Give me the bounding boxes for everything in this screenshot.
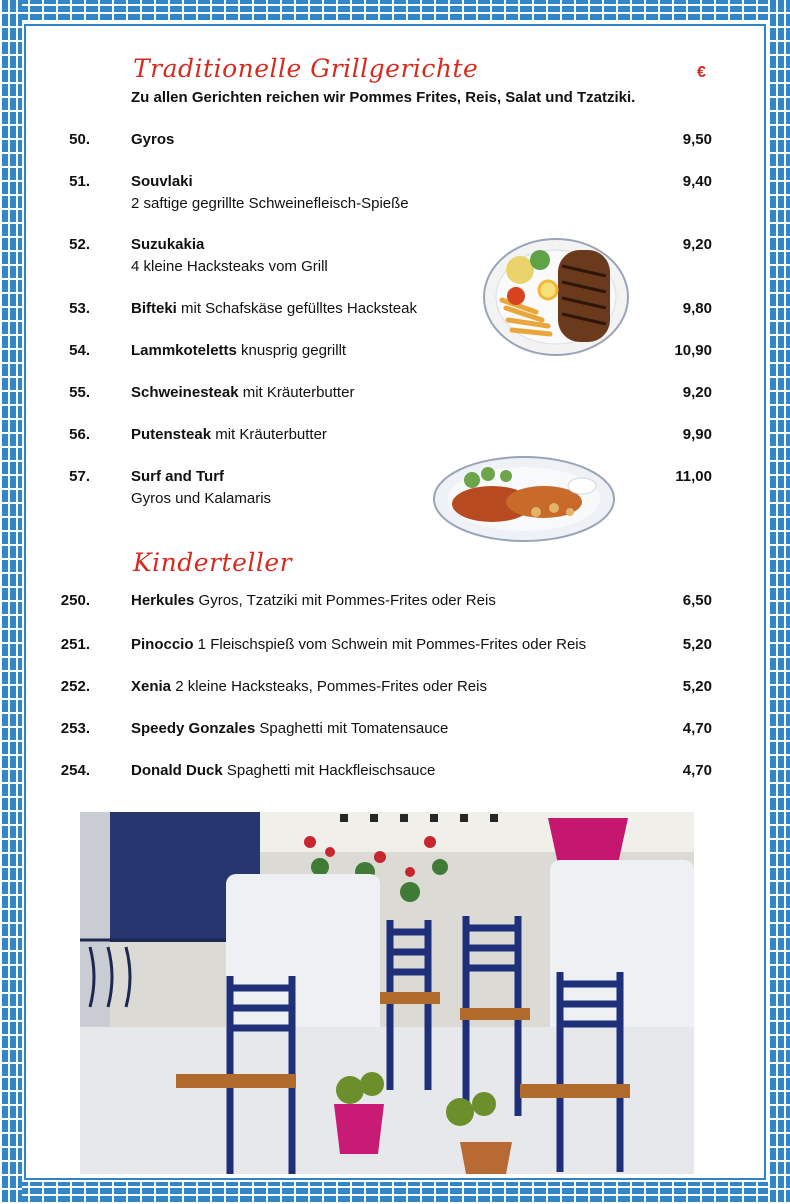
grill-subtitle: Zu allen Gerichten reichen wir Pommes Frites, Reis, Salat und Tzatziki.: [131, 89, 636, 106]
surf-and-turf-plate-image: [432, 452, 618, 544]
greek-key-border-bottom: [0, 1182, 790, 1204]
item-number: 254.: [60, 762, 90, 779]
item-number: 57.: [69, 468, 90, 485]
item-name: Putensteak: [131, 426, 212, 443]
item-name-line: [131, 173, 193, 190]
item-number: 51.: [69, 173, 90, 190]
item-price: 9,80: [682, 300, 712, 317]
item-detail: Gyros, Tzatziki mit Pommes-Frites oder Reis: [194, 592, 496, 609]
item-price: 9,40: [682, 173, 712, 190]
item-number: 52.: [69, 236, 90, 253]
item-name-line: [131, 678, 487, 695]
item-name-line: [131, 342, 346, 359]
item-name-line: [131, 384, 354, 401]
item-name: Pinoccio: [131, 636, 194, 653]
item-price: 9,20: [682, 384, 712, 401]
item-description: 4 kleine Hacksteaks vom Grill: [131, 258, 328, 275]
item-price: 5,20: [682, 636, 712, 653]
item-name: Lammkoteletts: [131, 342, 237, 359]
item-price: 10,90: [674, 342, 712, 359]
item-price: 9,50: [682, 131, 712, 148]
item-name-line: [131, 720, 448, 737]
currency-label: €: [697, 64, 706, 81]
item-detail: mit Schafskäse gefülltes Hacksteak: [176, 300, 417, 317]
item-name: Suzukakia: [131, 236, 205, 253]
item-number: 253.: [60, 720, 90, 737]
kids-section-title: Kinderteller: [133, 548, 293, 577]
item-number: 56.: [69, 426, 90, 443]
item-detail: Spaghetti mit Hackfleischsauce: [222, 762, 436, 779]
greek-cafe-photo: [80, 812, 694, 1174]
item-name: Bifteki: [131, 300, 177, 317]
item-description: Gyros und Kalamaris: [131, 490, 272, 507]
item-name: Gyros: [131, 131, 175, 148]
item-description: 2 saftige gegrillte Schweinefleisch-Spieße: [131, 195, 409, 212]
item-detail: 1 Fleischspieß vom Schwein mit Pommes-Frites oder Reis: [193, 636, 587, 653]
item-number: 252.: [60, 678, 90, 695]
item-name: Xenia: [131, 678, 172, 695]
item-number: 251.: [60, 636, 90, 653]
item-number: 50.: [69, 131, 90, 148]
item-name-line: [131, 636, 586, 653]
item-name-line: [131, 592, 496, 609]
item-name-line: [131, 300, 417, 317]
gyros-plate-image: [482, 236, 632, 358]
item-name: Donald Duck: [131, 762, 223, 779]
item-price: 6,50: [682, 592, 712, 609]
item-price: 5,20: [682, 678, 712, 695]
item-detail: Spaghetti mit Tomatensauce: [255, 720, 449, 737]
item-name: Schweinesteak: [131, 384, 239, 401]
grill-section-title: Traditionelle Grillgerichte: [133, 54, 479, 83]
item-number: 250.: [60, 592, 90, 609]
item-detail: 2 kleine Hacksteaks, Pommes-Frites oder Reis: [171, 678, 487, 695]
greek-key-border-right: [768, 0, 790, 1204]
item-price: 11,00: [675, 468, 712, 485]
item-price: 4,70: [682, 720, 712, 737]
item-name: Souvlaki: [131, 173, 193, 190]
item-number: 54.: [69, 342, 90, 359]
item-name: Surf and Turf: [131, 468, 225, 485]
item-name: Speedy Gonzales: [131, 720, 256, 737]
item-detail: mit Kräuterbutter: [211, 426, 327, 443]
item-price: 9,90: [682, 426, 712, 443]
item-name-line: [131, 762, 435, 779]
item-price: 4,70: [682, 762, 712, 779]
item-detail: mit Kräuterbutter: [238, 384, 355, 401]
item-price: 9,20: [682, 236, 712, 253]
item-name-line: [131, 131, 174, 148]
item-name: Herkules: [131, 592, 195, 609]
item-number: 53.: [69, 300, 90, 317]
item-detail: knusprig gegrillt: [236, 342, 347, 359]
item-name-line: [131, 426, 327, 443]
item-name-line: [131, 468, 224, 485]
item-name-line: [131, 236, 204, 253]
item-number: 55.: [69, 384, 90, 401]
greek-key-border-top: [0, 0, 790, 22]
